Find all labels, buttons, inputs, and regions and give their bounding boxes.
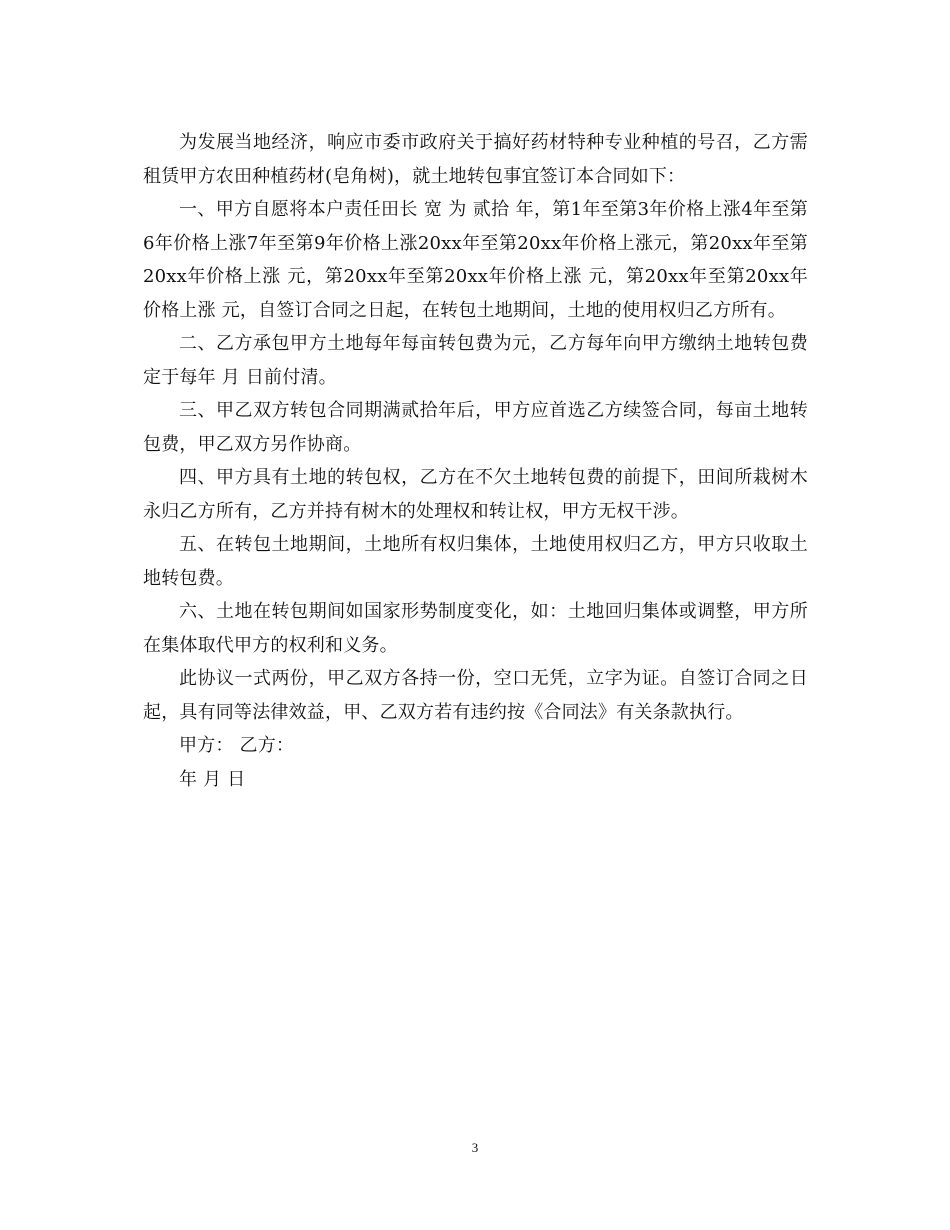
clause-three: 三、甲乙双方转包合同期满贰拾年后，甲方应首选乙方续签合同，每亩土地转包费，甲乙双方另作协商。	[143, 400, 808, 455]
page-number: 3	[471, 1140, 479, 1155]
signature-line: 甲方： 乙方：	[179, 735, 295, 756]
intro-paragraph: 为发展当地经济，响应市委市政府关于搞好药材特种专业种植的号召，乙方需租赁甲方农田种植药材(皂角树)，就土地转包事宜签订本合同如下：	[143, 132, 808, 187]
date-line: 年 月 日	[179, 768, 246, 790]
document-body	[143, 126, 808, 796]
clause-five: 五、在转包土地期间，土地所有权归集体，土地使用权归乙方，甲方只收取土地转包费。	[143, 534, 808, 589]
clause-six: 六、土地在转包期间如国家形势制度变化，如：土地回归集体或调整，甲方所在集体取代甲方的权利和义务。	[143, 601, 808, 656]
clause-two: 二、乙方承包甲方土地每年每亩转包费为元，乙方每年向甲方缴纳土地转包费定于每年 月 日前付清。	[143, 333, 808, 388]
clause-one: 一、甲方自愿将本户责任田长 宽 为 贰拾 年，第1年至第3年价格上涨4年至第6年价格上涨7年至第9年价格上涨20xx年至第20xx年价格上涨元，第20xx年至第20xx年价格上涨 元，第20xx年至第20xx年价格上涨 元，第20xx年至第20xx年价格上涨 元，自签订合同之日起，在转包土地期间，土地的使用权归乙方所有。	[143, 199, 808, 321]
closing-paragraph: 此协议一式两份，甲乙双方各持一份，空口无凭，立字为证。自签订合同之日起，具有同等法律效益，甲、乙双方若有违约按《合同法》有关条款执行。	[143, 668, 808, 723]
clause-four: 四、甲方具有土地的转包权，乙方在不欠土地转包费的前提下，田间所栽树木永归乙方所有，乙方并持有树木的处理权和转让权，甲方无权干涉。	[143, 467, 808, 522]
